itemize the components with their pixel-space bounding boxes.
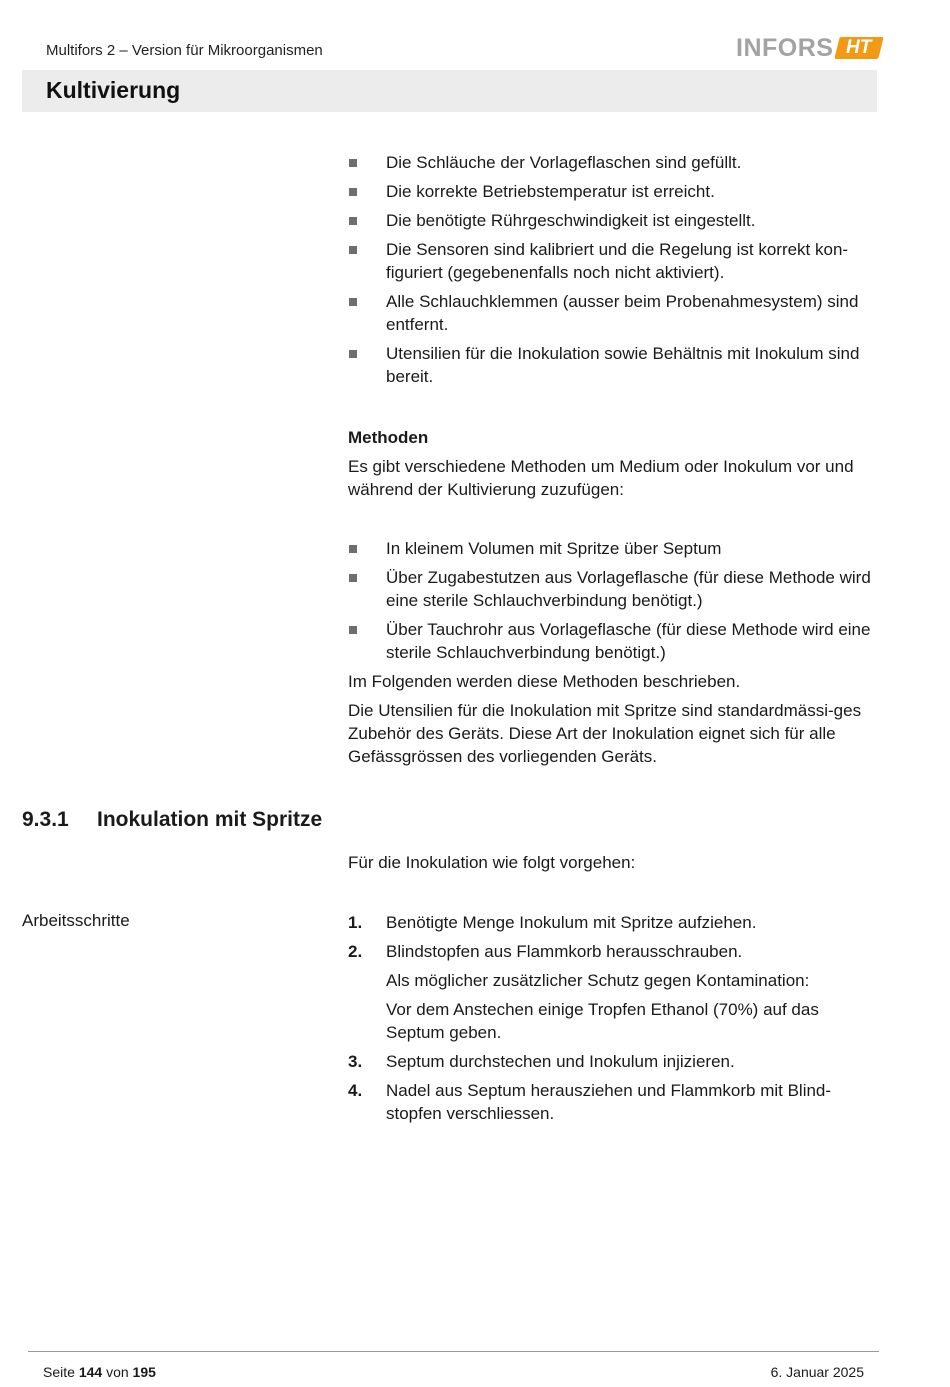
footer-date: 6. Januar 2025 xyxy=(770,1364,864,1380)
list-item: Alle Schlauchklemmen (ausser beim Probenahmesystem) sind entfernt. xyxy=(348,290,878,336)
bullet-square-icon xyxy=(349,188,357,196)
utensils-note: Die Utensilien für die Inokulation mit Spritze sind standardmässi-ges Zubehör des Geräts. Diese Art der Inokulation eignet sich für alle Gefässgrössen des vorliegenden Geräts. xyxy=(348,701,862,766)
step-item: 1. Benötigte Menge Inokulum mit Spritze aufziehen. xyxy=(348,913,757,932)
methods-list-block xyxy=(348,537,878,774)
list-item: Die Schläuche der Vorlageflaschen sind gefüllt. xyxy=(348,151,878,174)
document-title: Multifors 2 – Version für Mikroorganismen xyxy=(46,42,323,59)
section-intro: Für die Inokulation wie folgt vorgehen: xyxy=(348,853,636,872)
list-item: In kleinem Volumen mit Spritze über Septum xyxy=(348,537,878,560)
section-number: 9.3.1 xyxy=(22,808,69,831)
section-heading xyxy=(22,808,322,832)
logo-text: INFORS xyxy=(736,33,834,62)
methods-intro: Es gibt verschiedene Methoden um Medium oder Inokulum vor und während der Kultivierung zuzufügen: xyxy=(348,457,854,499)
bullet-square-icon xyxy=(349,246,357,254)
step-item: 2. Blindstopfen aus Flammkorb herausschrauben. xyxy=(348,942,743,961)
list-item: Die benötigte Rührgeschwindigkeit ist eingestellt. xyxy=(348,209,878,232)
list-item: Über Zugabestutzen aus Vorlageflasche (für diese Methode wird eine sterile Schlauchverbindung benötigt.) xyxy=(348,566,878,612)
bullet-square-icon xyxy=(349,574,357,582)
step-note: Vor dem Anstechen einige Tropfen Ethanol (70%) auf das Septum geben. xyxy=(386,1000,819,1042)
bullet-square-icon xyxy=(349,298,357,306)
bullet-square-icon xyxy=(349,350,357,358)
list-item: Die Sensoren sind kalibriert und die Regelung ist korrekt kon-figuriert (gegebenenfalls noch nicht aktiviert). xyxy=(348,238,878,284)
section-title: Inokulation mit Spritze xyxy=(97,808,323,831)
step-item: 4. Nadel aus Septum herausziehen und Flammkorb mit Blind-stopfen verschliessen. xyxy=(348,1081,832,1123)
list-item: Die korrekte Betriebstemperatur ist erreicht. xyxy=(348,180,878,203)
steps-block xyxy=(348,911,878,1131)
steps-list xyxy=(348,911,878,963)
chapter-bar xyxy=(22,70,877,112)
bullet-square-icon xyxy=(349,545,357,553)
list-item: Utensilien für die Inokulation sowie Behältnis mit Inokulum sind bereit. xyxy=(348,342,878,388)
footer-divider xyxy=(28,1351,879,1352)
list-item: Über Tauchrohr aus Vorlageflasche (für diese Methode wird eine sterile Schlauchverbindung benötigt.) xyxy=(348,618,878,664)
steps-list-continued xyxy=(348,1050,878,1125)
logo-badge: HT xyxy=(835,37,884,59)
preconditions-list xyxy=(348,151,878,388)
preconditions-block xyxy=(348,151,878,394)
methods-block xyxy=(348,426,878,507)
bullet-square-icon xyxy=(349,159,357,167)
bullet-square-icon xyxy=(349,217,357,225)
methods-heading: Methoden xyxy=(348,428,429,447)
infors-ht-logo xyxy=(736,34,881,62)
side-label-arbeitsschritte: Arbeitsschritte xyxy=(22,911,130,930)
section-intro-block xyxy=(348,851,878,880)
step-item: 3. Septum durchstechen und Inokulum injizieren. xyxy=(348,1052,735,1071)
page-number: Seite 144 von 195 xyxy=(43,1364,156,1380)
chapter-title: Kultivierung xyxy=(46,77,181,103)
methods-following: Im Folgenden werden diese Methoden beschrieben. xyxy=(348,672,741,691)
methods-list xyxy=(348,537,878,664)
bullet-square-icon xyxy=(349,626,357,634)
step-note: Als möglicher zusätzlicher Schutz gegen Kontamination: xyxy=(386,971,810,990)
